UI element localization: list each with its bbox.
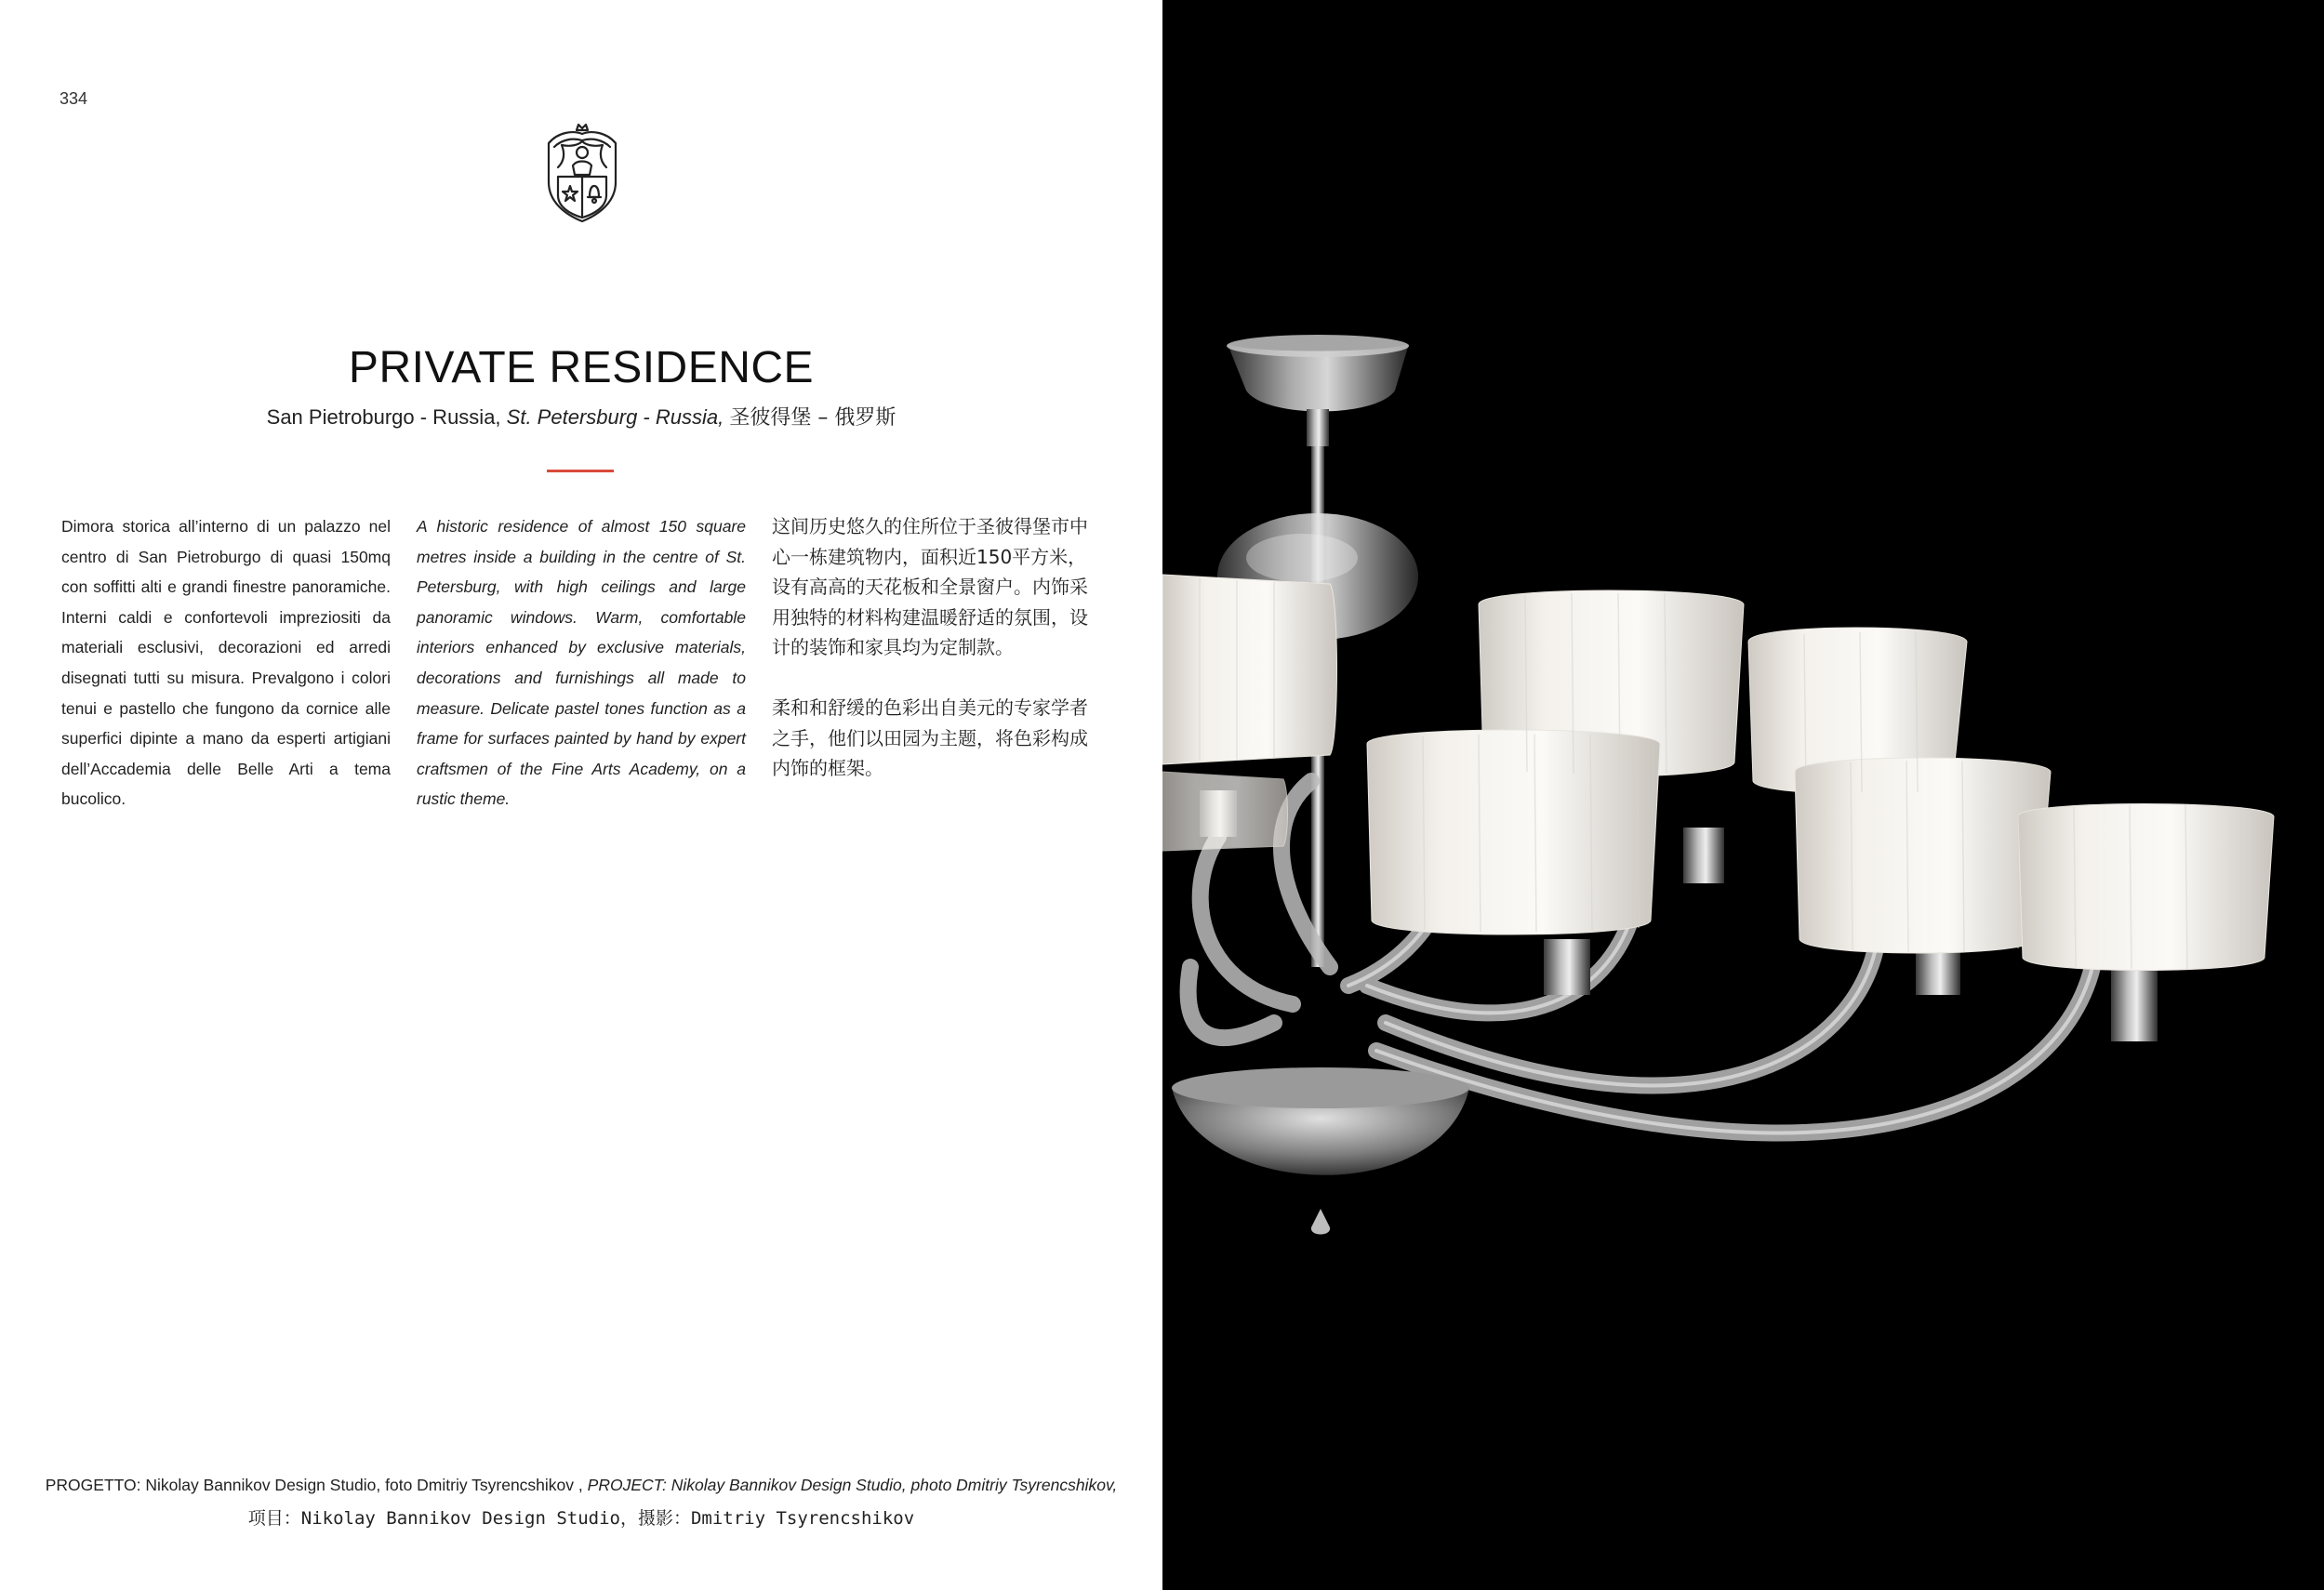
location-subtitle — [0, 402, 1162, 431]
english-description: A historic residence of almost 150 square metres inside a building in the centre of St. Petersburg, with high ceilings and large panoramic windows. Warm, comfortable interiors enhanced by exclusive materials, decorations and furnishings all made to measure. Delicate pastel tones function as a frame for surfaces painted by hand by expert craftsmen of the Fine Arts Academy, on a rustic theme. — [417, 517, 746, 809]
credits-english: PROJECT: Nikolay Bannikov Design Studio, photo Dmitriy Tsyrencshikov, — [587, 1476, 1118, 1494]
chinese-paragraph-1: 这间历史悠久的住所位于圣彼得堡市中心一栋建筑物内，面积近150平方米，设有高高的天花板和全景窗户。内饰采用独特的材料构建温暖舒适的氛围，设计的装饰和家具均为定制款。 — [772, 515, 1088, 659]
credits-chinese: 项目：Nikolay Bannikov Design Studio，摄影：Dmitriy Tsyrencshikov — [247, 1508, 915, 1529]
italian-description: Dimora storica all’interno di un palazzo nel centro di San Pietroburgo di quasi 150mq con soffitti alti e grandi finestre panoramiche. Interni caldi e confortevoli impreziositi da materiali esclusivi, decorazioni ed arredi disegnati tutti su misura. Prevalgono i colori tenui e pastello che fungono da cornice alle superfici dipinte a mano da esperti artigiani dell’Accademia delle Belle Arti a tema bucolico. — [61, 517, 391, 809]
heraldic-crest-icon — [541, 121, 623, 225]
location-english: St. Petersburg - Russia, — [506, 405, 724, 429]
chinese-paragraph-2: 柔和和舒缓的色彩出自美元的专家学者之手，他们以田园为主题，将色彩构成内饰的框架。 — [772, 696, 1088, 780]
chinese-description — [772, 511, 1101, 784]
chandelier-photo — [1162, 0, 2324, 1590]
location-italian: San Pietroburgo - Russia, — [266, 405, 501, 429]
page-number: 334 — [60, 89, 88, 108]
accent-divider — [547, 470, 614, 472]
chandelier-illustration — [1162, 0, 2324, 1590]
photo-credits — [0, 1476, 1162, 1495]
credits-italian: PROGETTO: Nikolay Bannikov Design Studio, foto Dmitriy Tsyrencshikov , — [45, 1476, 583, 1494]
location-chinese: 圣彼得堡 – 俄罗斯 — [729, 406, 896, 430]
page-title: PRIVATE RESIDENCE — [348, 343, 815, 392]
